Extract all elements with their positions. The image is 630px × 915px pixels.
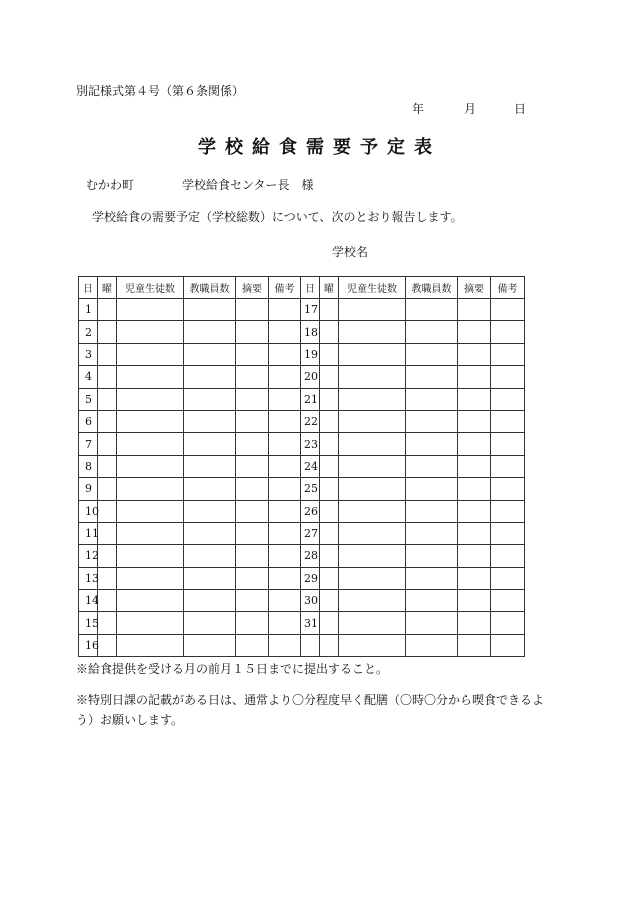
staff-input-cell[interactable] [406,522,458,544]
table-header-row [79,277,525,299]
staff-input-cell[interactable] [406,567,458,589]
summary-input-cell[interactable] [458,612,491,634]
weekday-input-cell[interactable] [98,321,117,343]
summary-input-cell[interactable] [458,522,491,544]
header-weekday-left: 曜 [98,277,117,299]
weekday-input-cell[interactable] [98,366,117,388]
day-cell-left: 5 [79,388,98,410]
staff-input-cell[interactable] [406,321,458,343]
students-input-cell[interactable] [117,545,184,567]
weekday-input-cell[interactable] [98,343,117,365]
day-cell-right: 18 [301,321,320,343]
remarks-input-cell[interactable] [491,433,525,455]
school-name-label: 学校名 [332,245,369,259]
remarks-input-cell[interactable] [269,410,301,432]
header-summary-right: 摘要 [458,277,491,299]
weekday-input-cell[interactable] [98,522,117,544]
summary-input-cell[interactable] [236,321,269,343]
day-cell-right: 31 [301,612,320,634]
summary-input-cell[interactable] [458,545,491,567]
day-cell-left: 8 [79,455,98,477]
day-cell-left: 7 [79,433,98,455]
summary-input-cell[interactable] [236,634,269,656]
weekday-input-cell[interactable] [320,321,339,343]
table-row [79,343,525,365]
day-cell-right: 19 [301,343,320,365]
note-special-schedule: ※特別日課の記載がある日は、通常より〇分程度早く配膳（〇時〇分から喫食できるよ [76,693,545,707]
staff-input-cell[interactable] [406,410,458,432]
staff-input-cell[interactable] [184,567,236,589]
weekday-input-cell[interactable] [98,455,117,477]
remarks-input-cell[interactable] [491,500,525,522]
table-row [79,478,525,500]
table-row [79,455,525,477]
weekday-input-cell[interactable] [320,478,339,500]
staff-input-cell[interactable] [184,299,236,321]
table-row [79,366,525,388]
remarks-input-cell[interactable] [269,590,301,612]
summary-input-cell[interactable] [236,590,269,612]
remarks-input-cell[interactable] [269,388,301,410]
table-body [79,299,525,657]
students-input-cell[interactable] [339,321,406,343]
summary-input-cell[interactable] [236,410,269,432]
weekday-input-cell[interactable] [98,299,117,321]
summary-input-cell[interactable] [458,455,491,477]
table-row [79,388,525,410]
students-input-cell[interactable] [117,299,184,321]
weekday-input-cell[interactable] [320,500,339,522]
day-cell-right [301,634,320,656]
staff-input-cell[interactable] [406,590,458,612]
summary-input-cell[interactable] [236,366,269,388]
day-cell-right: 23 [301,433,320,455]
staff-input-cell[interactable] [406,545,458,567]
students-input-cell[interactable] [339,410,406,432]
header-weekday-right: 曜 [320,277,339,299]
summary-input-cell[interactable] [236,455,269,477]
weekday-input-cell[interactable] [320,455,339,477]
summary-input-cell[interactable] [458,343,491,365]
day-cell-left: 16 [79,634,98,656]
table-row [79,545,525,567]
weekday-input-cell[interactable] [98,410,117,432]
remarks-input-cell[interactable] [491,366,525,388]
students-input-cell[interactable] [339,455,406,477]
students-input-cell[interactable] [117,410,184,432]
remarks-input-cell[interactable] [269,545,301,567]
staff-input-cell[interactable] [406,612,458,634]
form-number: 別記様式第４号（第６条関係） [76,84,245,98]
students-input-cell[interactable] [117,590,184,612]
day-cell-left: 3 [79,343,98,365]
summary-input-cell[interactable] [236,545,269,567]
remarks-input-cell[interactable] [269,612,301,634]
students-input-cell[interactable] [339,366,406,388]
students-input-cell[interactable] [339,500,406,522]
staff-input-cell[interactable] [184,500,236,522]
staff-input-cell[interactable] [406,455,458,477]
table-row [79,321,525,343]
students-input-cell[interactable] [117,500,184,522]
header-day-left: 日 [79,277,98,299]
staff-input-cell[interactable] [184,388,236,410]
date-line [412,100,526,117]
staff-input-cell[interactable] [184,343,236,365]
weekday-input-cell[interactable] [320,366,339,388]
table-row [79,567,525,589]
students-input-cell[interactable] [339,545,406,567]
day-cell-right: 27 [301,522,320,544]
day-cell-left: 12 [79,545,98,567]
summary-input-cell[interactable] [236,612,269,634]
weekday-input-cell[interactable] [320,343,339,365]
weekday-input-cell[interactable] [98,567,117,589]
students-input-cell[interactable] [117,366,184,388]
day-cell-right: 24 [301,455,320,477]
staff-input-cell[interactable] [184,433,236,455]
header-staff-right: 教職員数 [406,277,458,299]
staff-input-cell[interactable] [406,478,458,500]
header-summary-left: 摘要 [236,277,269,299]
day-cell-left: 14 [79,590,98,612]
students-input-cell[interactable] [117,388,184,410]
day-cell-right: 21 [301,388,320,410]
day-cell-left: 2 [79,321,98,343]
staff-input-cell[interactable] [184,634,236,656]
students-input-cell[interactable] [339,343,406,365]
weekday-input-cell[interactable] [320,590,339,612]
day-cell-right: 17 [301,299,320,321]
students-input-cell[interactable] [117,612,184,634]
summary-input-cell[interactable] [236,433,269,455]
summary-input-cell[interactable] [458,500,491,522]
summary-input-cell[interactable] [458,590,491,612]
staff-input-cell[interactable] [184,545,236,567]
weekday-input-cell[interactable] [98,634,117,656]
students-input-cell[interactable] [339,478,406,500]
staff-input-cell[interactable] [184,366,236,388]
students-input-cell[interactable] [339,522,406,544]
remarks-input-cell[interactable] [491,522,525,544]
day-cell-left: 15 [79,612,98,634]
weekday-input-cell[interactable] [320,567,339,589]
remarks-input-cell[interactable] [269,366,301,388]
weekday-input-cell[interactable] [98,612,117,634]
table-row [79,500,525,522]
summary-input-cell[interactable] [236,567,269,589]
remarks-input-cell[interactable] [491,321,525,343]
recipient-title: 学校給食センター長 様 [182,178,314,192]
weekday-input-cell[interactable] [320,634,339,656]
summary-input-cell[interactable] [458,433,491,455]
students-input-cell[interactable] [117,343,184,365]
students-input-cell[interactable] [339,634,406,656]
day-cell-left: 6 [79,410,98,432]
summary-input-cell[interactable] [458,567,491,589]
day-cell-left: 1 [79,299,98,321]
remarks-input-cell[interactable] [491,455,525,477]
table-row [79,634,525,656]
summary-input-cell[interactable] [458,299,491,321]
header-students-left: 児童生徒数 [117,277,184,299]
recipient-town: むかわ町 [86,178,135,192]
remarks-input-cell[interactable] [491,590,525,612]
weekday-input-cell[interactable] [320,410,339,432]
students-input-cell[interactable] [117,455,184,477]
staff-input-cell[interactable] [184,478,236,500]
remarks-input-cell[interactable] [269,343,301,365]
staff-input-cell[interactable] [184,522,236,544]
summary-input-cell[interactable] [458,634,491,656]
weekday-input-cell[interactable] [98,590,117,612]
header-staff-left: 教職員数 [184,277,236,299]
day-cell-left: 11 [79,522,98,544]
remarks-input-cell[interactable] [491,545,525,567]
summary-input-cell[interactable] [458,366,491,388]
remarks-input-cell[interactable] [269,433,301,455]
remarks-input-cell[interactable] [269,522,301,544]
students-input-cell[interactable] [117,321,184,343]
staff-input-cell[interactable] [406,343,458,365]
remarks-input-cell[interactable] [491,410,525,432]
header-day-right: 日 [301,277,320,299]
weekday-input-cell[interactable] [320,299,339,321]
weekday-input-cell[interactable] [98,388,117,410]
table-row [79,433,525,455]
weekday-input-cell[interactable] [320,545,339,567]
remarks-input-cell[interactable] [491,567,525,589]
day-cell-left: 13 [79,567,98,589]
students-input-cell[interactable] [117,522,184,544]
schedule-table [78,276,525,657]
weekday-input-cell[interactable] [320,522,339,544]
staff-input-cell[interactable] [184,612,236,634]
weekday-input-cell[interactable] [320,612,339,634]
summary-input-cell[interactable] [458,321,491,343]
table-row [79,299,525,321]
students-input-cell[interactable] [117,634,184,656]
staff-input-cell[interactable] [184,321,236,343]
day-cell-right: 28 [301,545,320,567]
weekday-input-cell[interactable] [98,545,117,567]
students-input-cell[interactable] [117,478,184,500]
staff-input-cell[interactable] [406,366,458,388]
day-cell-left: 9 [79,478,98,500]
weekday-input-cell[interactable] [320,388,339,410]
remarks-input-cell[interactable] [269,500,301,522]
remarks-input-cell[interactable] [269,455,301,477]
remarks-input-cell[interactable] [491,388,525,410]
summary-input-cell[interactable] [458,388,491,410]
summary-input-cell[interactable] [458,410,491,432]
remarks-input-cell[interactable] [269,478,301,500]
header-remarks-left: 備考 [269,277,301,299]
summary-input-cell[interactable] [236,522,269,544]
students-input-cell[interactable] [339,388,406,410]
summary-input-cell[interactable] [236,478,269,500]
summary-input-cell[interactable] [236,299,269,321]
table-row [79,612,525,634]
day-cell-right: 26 [301,500,320,522]
date-year-label: 年 [412,102,425,116]
day-cell-left: 10 [79,500,98,522]
students-input-cell[interactable] [339,590,406,612]
day-cell-right: 30 [301,590,320,612]
table-row [79,590,525,612]
summary-input-cell[interactable] [236,343,269,365]
weekday-input-cell[interactable] [98,500,117,522]
remarks-input-cell[interactable] [269,299,301,321]
note-deadline: ※給食提供を受ける月の前月１５日までに提出すること。 [76,662,389,676]
date-day-label: 日 [514,102,527,116]
day-cell-right: 22 [301,410,320,432]
intro-text: 学校給食の需要予定（学校総数）について、次のとおり報告します。 [92,210,463,224]
staff-input-cell[interactable] [406,634,458,656]
table-row [79,410,525,432]
staff-input-cell[interactable] [406,388,458,410]
students-input-cell[interactable] [117,567,184,589]
document-title: 学校給食需要予定表 [198,137,441,158]
students-input-cell[interactable] [117,433,184,455]
remarks-input-cell[interactable] [269,634,301,656]
day-cell-right: 20 [301,366,320,388]
staff-input-cell[interactable] [406,433,458,455]
date-month-label: 月 [464,102,477,116]
day-cell-left: 4 [79,366,98,388]
students-input-cell[interactable] [339,567,406,589]
staff-input-cell[interactable] [184,590,236,612]
summary-input-cell[interactable] [236,388,269,410]
remarks-input-cell[interactable] [491,612,525,634]
day-cell-right: 25 [301,478,320,500]
day-cell-right: 29 [301,567,320,589]
header-students-right: 児童生徒数 [339,277,406,299]
weekday-input-cell[interactable] [98,433,117,455]
students-input-cell[interactable] [339,433,406,455]
staff-input-cell[interactable] [184,455,236,477]
summary-input-cell[interactable] [458,478,491,500]
note-special-schedule-cont: う）お願いします。 [76,713,184,727]
remarks-input-cell[interactable] [491,299,525,321]
remarks-input-cell[interactable] [269,321,301,343]
students-input-cell[interactable] [339,612,406,634]
table-row [79,522,525,544]
weekday-input-cell[interactable] [320,433,339,455]
header-remarks-right: 備考 [491,277,525,299]
summary-input-cell[interactable] [236,500,269,522]
students-input-cell[interactable] [339,299,406,321]
staff-input-cell[interactable] [184,410,236,432]
remarks-input-cell[interactable] [491,343,525,365]
remarks-input-cell[interactable] [491,478,525,500]
remarks-input-cell[interactable] [269,567,301,589]
remarks-input-cell[interactable] [491,634,525,656]
weekday-input-cell[interactable] [98,478,117,500]
staff-input-cell[interactable] [406,299,458,321]
staff-input-cell[interactable] [406,500,458,522]
